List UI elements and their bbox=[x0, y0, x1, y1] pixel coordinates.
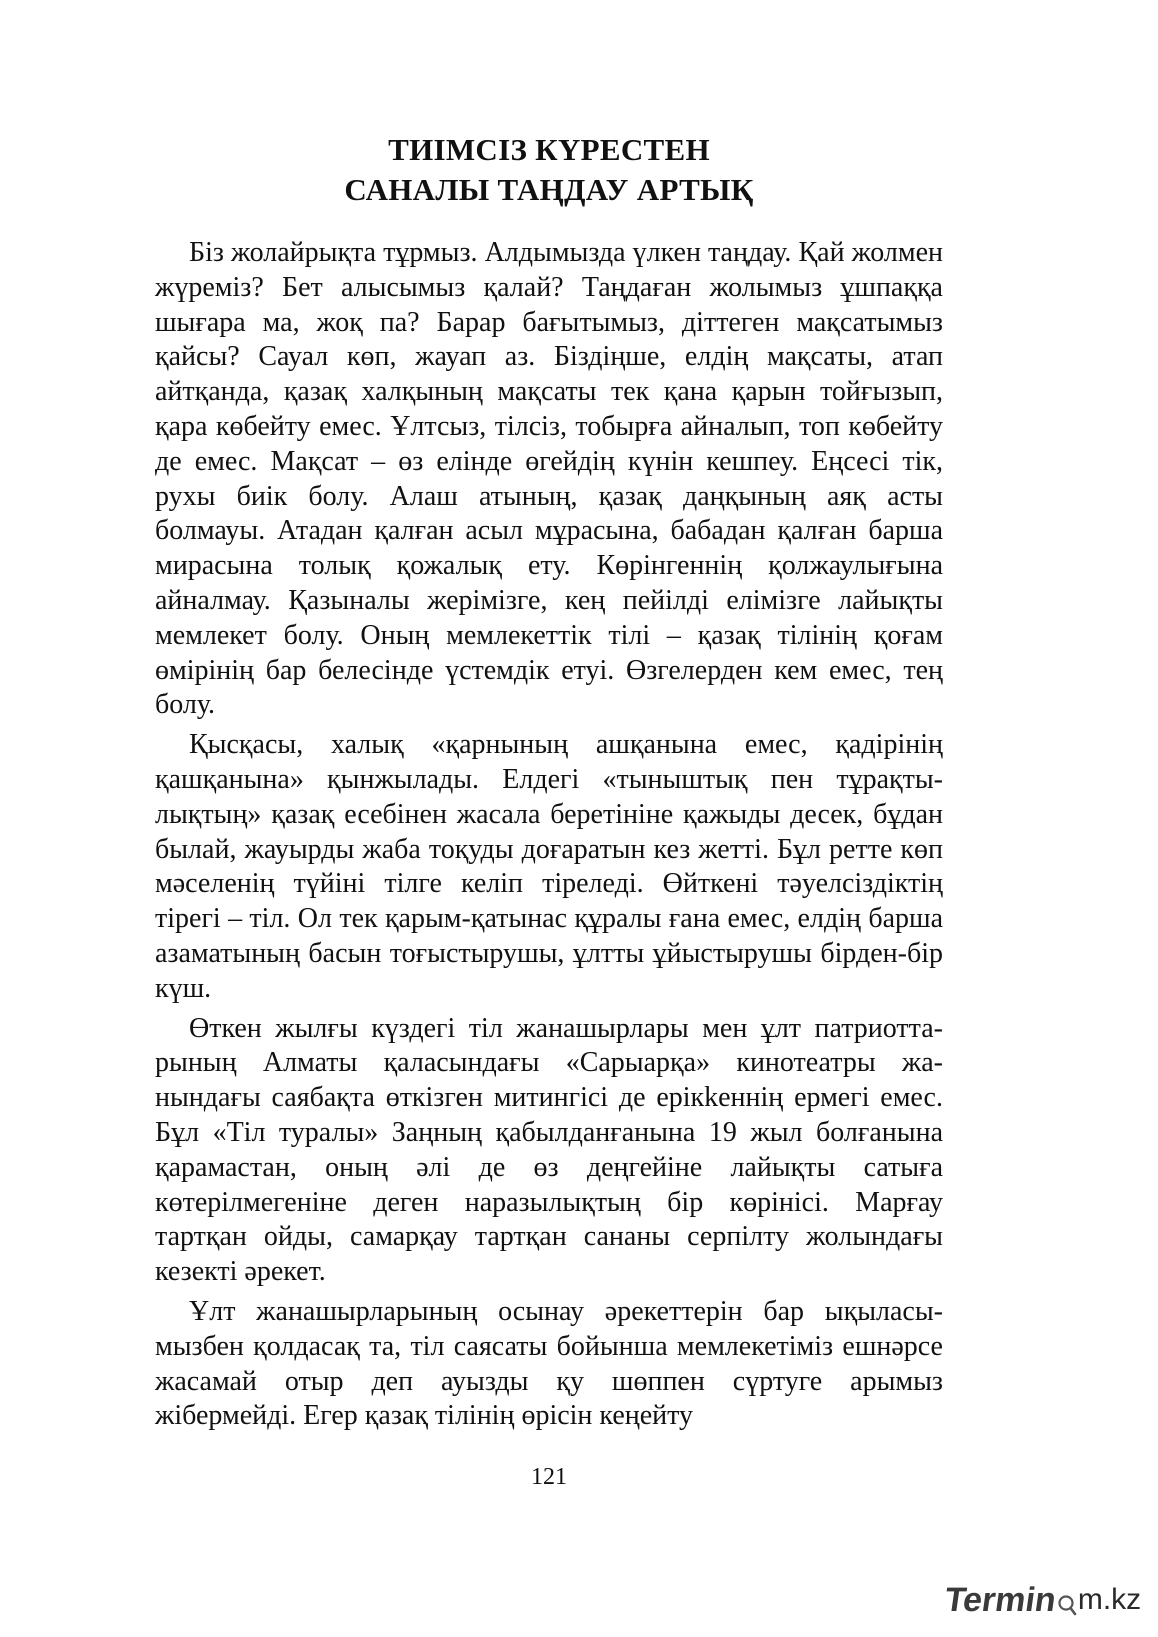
title-line-1: ТИІМСІЗ КҮРЕСТЕН bbox=[388, 132, 710, 167]
title-line-2: САНАЛЫ ТАҢДАУ АРТЫҚ bbox=[344, 172, 754, 207]
body-text bbox=[155, 236, 943, 1434]
watermark-text-start: Termin bbox=[942, 1581, 1059, 1619]
watermark-text-end: m.kz bbox=[1077, 1583, 1142, 1616]
page-title bbox=[155, 130, 943, 210]
magnifier-icon bbox=[1057, 1588, 1077, 1612]
paragraph-4: Ұлт жанашырларының осынау әрекеттерін бар ықыласымызбен қолдасақ та, тіл саясаты бойынша мемлекетіміз ешнәрсе жасамай отыр деп ауызды қу шөппен сүртуге арымыз жібермейді. Егер қазақ тілінің өрісін кеңейту bbox=[155, 1295, 943, 1432]
page-number: 121 bbox=[531, 1464, 567, 1490]
paragraph-3: Өткен жылғы күздегі тіл жанашырлары мен ұлт патриоттарының Алматы қаласындағы «Сарыарқа» кинотеатры жанындағы саябақта өткізген митингісі де ерікkеннің ермегі емес. Бұл «Тіл туралы» Заңның қабылданғанына 19 жыл болғанына қарамастан, оның әлі де өз деңгейіне лайықты сатыға көтерілмегеніне деген наразылықтың бір көрінісі. Марғау тартқан ойды, самарқау тартқан сананы серпілту жолындағы кезекті әрекет. bbox=[155, 1012, 943, 1288]
paragraph-2: Қысқасы, халық «қарнының ашқанына емес, қадірінің қашқанына» қынжылады. Елдегі «тыныштық пен тұрақтылықтың» қазақ есебінен жасала беретініне қажыды десек, бұдан былай, жауырды жаба тоқуды доғаратын кез жетті. Бұл ретте көп мәселенің түйіні тілге келіп тіреледі. Өйткені тәуелсіздіктің тірегі – тіл. Ол тек қарым-қатынас құралы ғана емес, елдің барша азаматының басын тоғыстырушы, ұлтты ұйыстырушы бірден-бір күш. bbox=[155, 729, 943, 1004]
site-watermark-logo bbox=[942, 1578, 1145, 1622]
paragraph-1: Біз жолайрықта тұрмыз. Алдымызда үлкен таңдау. Қай жолмен жүреміз? Бет алысымыз қалай? Таңдаған жолымыз ұшпаққа шығара ма, жоқ па? Барар бағытымыз, діттеген мақсатымыз қайсы? Сауал көп, жауап аз. Біздіңше, елдің мақсаты, атап айтқанда, қазақ халқының мақсаты тек қана қарын тойғызып, қара көбейту емес. Ұлтсыз, тілсіз, тобырға айналып, топ көбейту де емес. Мақсат – өз елінде өгейдің күнін кешпеу. Еңсесі тік, рухы биік болу. Алаш атының, қазақ даңқының аяқ асты болмауы. Атадан қалған асыл мұрасына, бабадан қалған барша мирасына толық қожалық ету. Көрінгеннің қолжаулығына айналмау. Қазыналы жерімізге, кең пейілді елімізге лайықты мемлекет болу. Оның мемлекеттік тілі – қазақ тілінің қоғам өмірінің бар белесінде үстемдік етуі. Өзгелерден кем емес, тең болу. bbox=[155, 237, 943, 721]
